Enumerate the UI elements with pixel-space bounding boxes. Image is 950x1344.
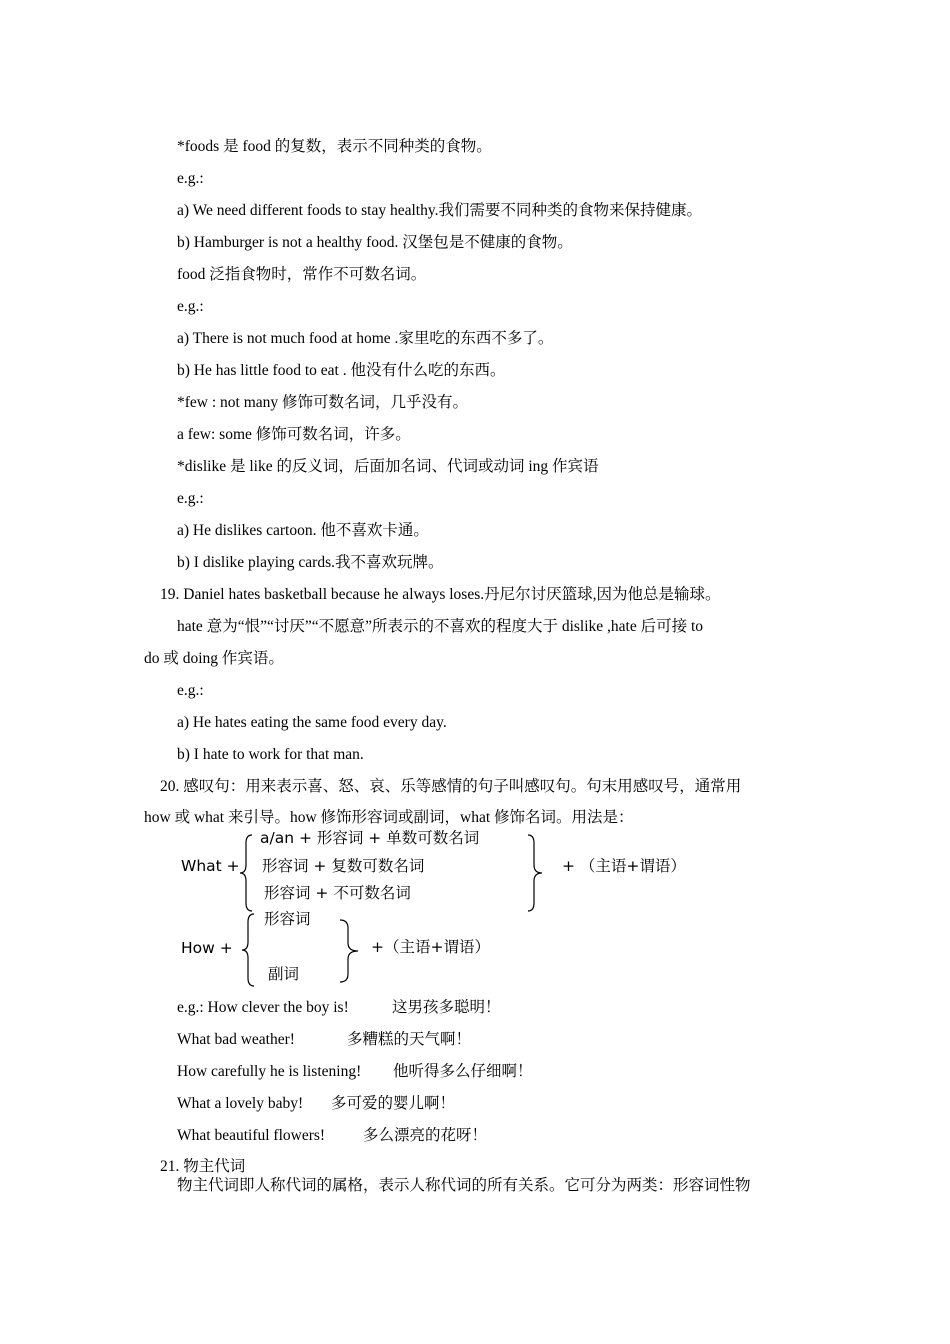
text-line: *foods 是 food 的复数，表示不同种类的食物。 xyxy=(177,138,492,155)
how-item: 副词 xyxy=(268,965,300,983)
section-21-heading: 21. 物主代词 xyxy=(160,1158,246,1175)
what-tail: + （主语+谓语） xyxy=(562,857,686,875)
text-line: *few : not many 修饰可数名词，几乎没有。 xyxy=(177,394,469,411)
text-line: food 泛指食物时，常作不可数名词。 xyxy=(177,266,427,283)
text-line: 物主代词即人称代词的属格，表示人称代词的所有关系。它可分为两类：形容词性物 xyxy=(177,1177,751,1194)
example-zh: 他听得多么仔细啊！ xyxy=(393,1063,533,1080)
example-en: What bad weather! xyxy=(177,1031,295,1048)
section-20-heading: 20. 感叹句：用来表示喜、怒、哀、乐等感情的句子叫感叹句。句末用感叹号，通常用 xyxy=(160,778,742,795)
text-line: e.g.: xyxy=(177,682,204,699)
text-line: e.g.: xyxy=(177,298,204,315)
what-label: What + xyxy=(181,857,240,875)
text-line: a) There is not much food at home .家里吃的东西不多了。 xyxy=(177,330,554,347)
text-line: *dislike 是 like 的反义词，后面加名词、代词或动词 ing 作宾语 xyxy=(177,458,599,475)
what-item: a/an + 形容词 + 单数可数名词 xyxy=(260,829,480,847)
how-label: How + xyxy=(181,939,233,957)
text-line: e.g.: xyxy=(177,170,204,187)
text-line: do 或 doing 作宾语。 xyxy=(144,650,284,667)
example-zh: 多可爱的婴儿啊！ xyxy=(331,1095,456,1112)
text-line: hate 意为“恨”“讨厌”“不愿意”所表示的不喜欢的程度大于 dislike ,hate 后可接 to xyxy=(177,618,704,635)
text-line: a few: some 修饰可数名词，许多。 xyxy=(177,426,411,443)
how-tail: +（主语+谓语） xyxy=(371,938,490,956)
text-line: b) He has little food to eat . 他没有什么吃的东西。 xyxy=(177,362,506,379)
example-en: How carefully he is listening! xyxy=(177,1063,362,1080)
right-brace-icon xyxy=(338,918,362,984)
right-brace-icon xyxy=(526,833,546,913)
example-en: What beautiful flowers! xyxy=(177,1127,326,1144)
left-brace-icon xyxy=(238,833,254,913)
text-line: a) He hates eating the same food every day. xyxy=(177,714,447,731)
text-line: how 或 what 来引导。how 修饰形容词或副词，what 修饰名词。用法是： xyxy=(144,809,634,826)
what-item: 形容词 + 不可数名词 xyxy=(264,884,411,902)
text-line: b) I hate to work for that man. xyxy=(177,746,364,763)
how-item: 形容词 xyxy=(264,910,311,928)
text-line: a) He dislikes cartoon. 他不喜欢卡通。 xyxy=(177,522,429,539)
example-zh: 多糟糕的天气啊！ xyxy=(347,1031,472,1048)
example-zh: 这男孩多聪明！ xyxy=(392,999,501,1016)
example-en: What a lovely baby! xyxy=(177,1095,304,1112)
text-line: b) Hamburger is not a healthy food. 汉堡包是不健康的食物。 xyxy=(177,234,573,251)
left-brace-icon xyxy=(240,912,256,988)
example-en: e.g.: How clever the boy is! xyxy=(177,999,349,1016)
section-19-heading: 19. Daniel hates basketball because he always loses.丹尼尔讨厌篮球,因为他总是输球。 xyxy=(160,586,721,603)
example-zh: 多么漂亮的花呀！ xyxy=(363,1127,488,1144)
text-line: e.g.: xyxy=(177,490,204,507)
what-item: 形容词 + 复数可数名词 xyxy=(262,857,425,875)
text-line: b) I dislike playing cards.我不喜欢玩牌。 xyxy=(177,554,444,571)
text-line: a) We need different foods to stay healthy.我们需要不同种类的食物来保持健康。 xyxy=(177,202,702,219)
